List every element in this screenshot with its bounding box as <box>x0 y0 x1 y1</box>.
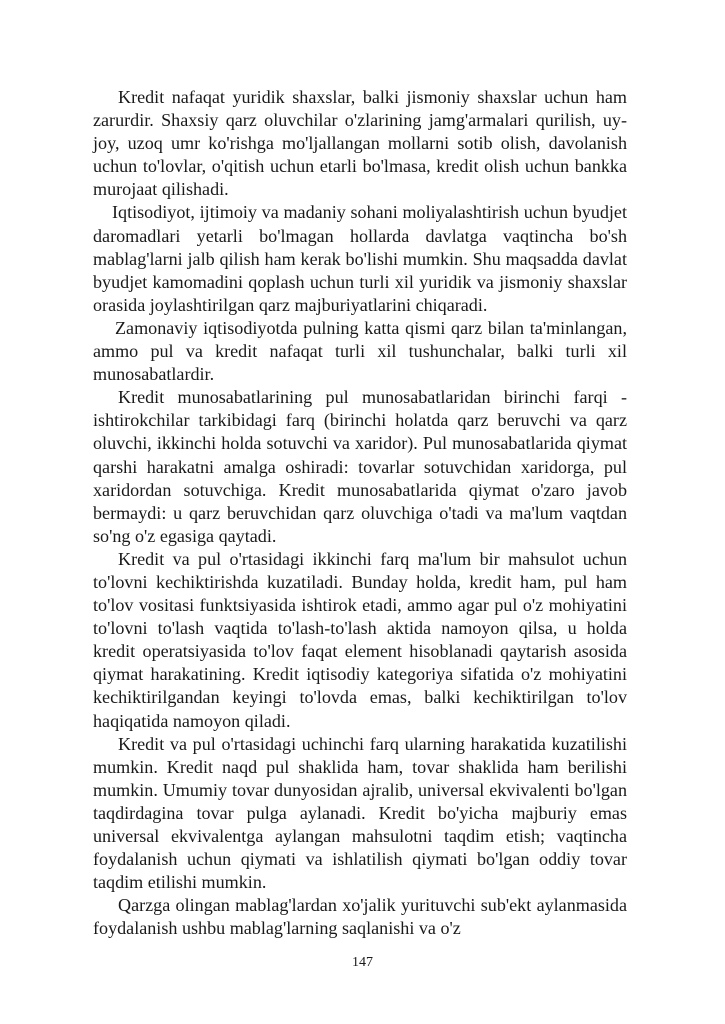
paragraph-6: Kredit va pul o'rtasidagi uchinchi farq ularning harakatida kuzatilishi mumkin. Kredit naqd pul shaklida ham, tovar shaklida ham berilishi mumkin. Umumiy tovar dunyosidan ajralib, universal ekvivalenti bo'lgan taqdirdagina tovar pulga aylanadi. Kredit bo'yicha majburiy emas universal ekvivalentga aylangan mahsulotni taqdim etish; vaqtincha foydalanish uchun qiymati va ishlatilish qiymati bo'lgan oddiy tovar taqdim etilishi mumkin. <box>93 733 627 893</box>
paragraph-7: Qarzga olingan mablag'lardan xo'jalik yurituvchi sub'ekt aylanmasida foydalanish ushbu mablag'larning saqlanishi va o'z <box>93 895 627 939</box>
paragraph-3: Zamonaviy iqtisodiyotda pulning katta qismi qarz bilan ta'minlangan, ammo pul va kredit nafaqat turli xil tushunchalar, balki turli xil munosabatlardir. <box>93 317 627 385</box>
paragraph-2: Iqtisodiyot, ijtimoiy va madaniy sohani moliyalashtirish uchun byudjet daromadlari yetarli bo'lmagan hollarda davlatga vaqtincha bo'sh mablag'larni jalb qilish ham kerak bo'lishi mumkin. Shu maqsadda davlat byudjet kamomadini qoplash uchun turli xil yuridik va jismoniy shaxslar orasida joylashtirilgan qarz majburiyatlarini chiqaradi. <box>93 202 627 315</box>
paragraph-1: Kredit nafaqat yuridik shaxslar, balki jismoniy shaxslar uchun ham zarurdir. Shaxsiy qarz oluvchilar o'zlarining jamg'armalari qurilish, uy-joy, uzoq umr ko'rishga mo'ljallangan mollarni sotib olish, davolanish uchun to'lovlar, o'qitish uchun etarli bo'lmasa, kredit olish uchun bankka murojaat qilishadi. <box>93 87 627 200</box>
document-page <box>93 86 627 940</box>
page-number: 147 <box>352 955 373 970</box>
paragraph-5: Kredit va pul o'rtasidagi ikkinchi farq ma'lum bir mahsulot uchun to'lovni kechiktirishda kuzatiladi. Bunday holda, kredit ham, pul ham to'lov vositasi funktsiyasida ishtirok etadi, ammo agar pul o'z mohiyatini to'lovni to'lash vaqtida to'lash-to'lash aktida namoyon qilsa, u holda kredit operatsiyasida to'lov faqat element hisoblanadi qaytarish asosida qiymat harakatining. Kredit iqtisodiy kategoriya sifatida o'z mohiyatini kechiktirilgandan keyingi to'lovda emas, balki kechiktirilgan to'lov haqiqatida namoyon qiladi. <box>93 548 627 731</box>
paragraph-4: Kredit munosabatlarining pul munosabatlaridan birinchi farqi - ishtirokchilar tarkibidagi farq (birinchi holatda qarz beruvchi va qarz oluvchi, ikkinchi holda sotuvchi va xaridor). Pul munosabatlarida qiymat qarshi harakatni amalga oshiradi: tovarlar sotuvchidan xaridorga, pul xaridordan sotuvchiga. Kredit munosabatlarida qiymat o'zaro javob bermaydi: u qarz beruvchidan qarz oluvchiga o'tadi va ma'lum vaqtdan so'ng o'z egasiga qaytadi. <box>93 387 627 546</box>
